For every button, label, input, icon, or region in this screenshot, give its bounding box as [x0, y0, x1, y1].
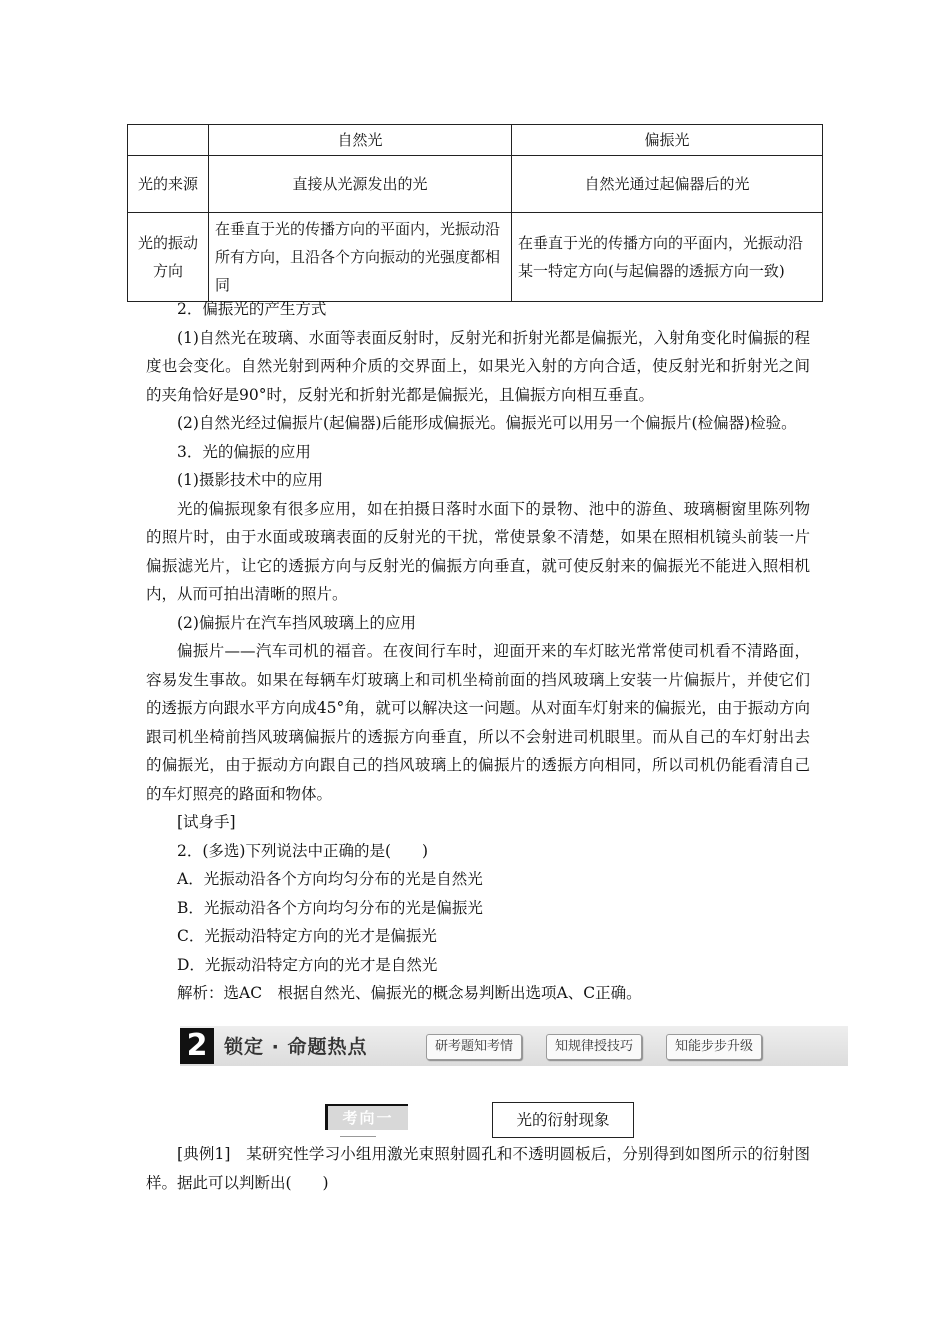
example-paragraph: [典例1] 某研究性学习小组用激光束照射圆孔和不透明圆板后，分别得到如图所示的衍射图样。据此可以判断出( ): [146, 1145, 810, 1192]
table-header-polarized: 偏振光: [512, 125, 823, 156]
section-title: 锁定 · 命题热点: [224, 1036, 368, 1058]
body-text: [146, 295, 810, 1008]
cell-natural: 在垂直于光的传播方向的平面内，光振动沿所有方向，且沿各个方向振动的光强度都相同: [209, 213, 512, 302]
comparison-table: [127, 124, 823, 302]
table-row: [128, 156, 823, 213]
table-row: [128, 213, 823, 302]
paragraph: (1)自然光在玻璃、水面等表面反射时，反射光和折射光都是偏振光，入射角变化时偏振的程度也会变化。自然光射到两种介质的交界面上，如果光入射的方向合适，使反射光和折射光之间的夹角恰好是90°时，反射光和折射光都是偏振光，且偏振方向相互垂直。: [146, 328, 810, 404]
kaoxiang-title: 光的衍射现象: [492, 1102, 634, 1138]
paragraph: 光的偏振现象有很多应用，如在拍摄日落时水面下的景物、池中的游鱼、玻璃橱窗里陈列物的照片时，由于水面或玻璃表面的反射光的干扰，常使景象不清楚，如果在照相机镜头前装一片偏振滤光片，让它的透振方向与反射光的偏振方向垂直，就可使反射来的偏振光不能进入照相机内，从而可拍出清晰的照片。: [146, 499, 810, 603]
kaoxiang-tag: 考向一: [325, 1104, 408, 1130]
section-banner: [180, 1026, 848, 1066]
cell-natural: 直接从光源发出的光: [209, 156, 512, 213]
example-text: [146, 1140, 810, 1197]
banner-button: 研考题知考情: [426, 1034, 522, 1060]
section-heading: 2．偏振光的产生方式: [177, 300, 327, 318]
option-c: C．光振动沿特定方向的光才是偏振光: [177, 927, 437, 945]
section-heading: 3．光的偏振的应用: [177, 442, 311, 461]
option-d: D．光振动沿特定方向的光才是自然光: [177, 955, 438, 974]
section-number: 2: [180, 1028, 214, 1064]
row-label: 光的振动方向: [128, 213, 209, 302]
answer-analysis: 解析：选AC 根据自然光、偏振光的概念易判断出选项A、C正确。: [177, 984, 642, 1002]
subsection-heading: (1)摄影技术中的应用: [177, 471, 323, 489]
exercise-heading: [试身手]: [177, 813, 236, 831]
table-header-row: [128, 125, 823, 156]
question: 2．(多选)下列说法中正确的是( ): [177, 841, 429, 860]
banner-button: 知规律授技巧: [546, 1034, 642, 1060]
table-header-cell: [128, 125, 209, 156]
paragraph: 偏振片——汽车司机的福音。在夜间行车时，迎面开来的车灯眩光常常使司机看不清路面，容易发生事故。如果在每辆车灯玻璃上和司机坐椅前面的挡风玻璃上安装一片偏振片，并使它们的透振方向跟水平方向成45°角，就可以解决这一问题。从对面车灯射来的偏振光，由于振动方向跟司机坐椅前挡风玻璃偏振片的透振方向垂直，所以不会射进司机眼里。而从自己的车灯射出去的偏振光，由于振动方向跟自己的挡风玻璃上的偏振片的透振方向相同，所以司机仍能看清自己的车灯照亮的路面和物体。: [146, 642, 810, 803]
row-label: 光的来源: [128, 156, 209, 213]
option-a: A．光振动沿各个方向均匀分布的光是自然光: [177, 870, 483, 888]
cell-polarized: 在垂直于光的传播方向的平面内，光振动沿某一特定方向(与起偏器的透振方向一致): [512, 213, 823, 302]
option-b: B．光振动沿各个方向均匀分布的光是偏振光: [177, 898, 483, 917]
tag-decoration: [340, 1130, 376, 1137]
paragraph: (2)自然光经过偏振片(起偏器)后能形成偏振光。偏振光可以用另一个偏振片(检偏器)检验。: [177, 414, 797, 432]
subsection-heading: (2)偏振片在汽车挡风玻璃上的应用: [177, 613, 416, 632]
banner-button: 知能步步升级: [666, 1034, 762, 1060]
kaoxiang-header: [320, 1102, 634, 1136]
table-header-natural: 自然光: [209, 125, 512, 156]
cell-polarized: 自然光通过起偏器后的光: [512, 156, 823, 213]
